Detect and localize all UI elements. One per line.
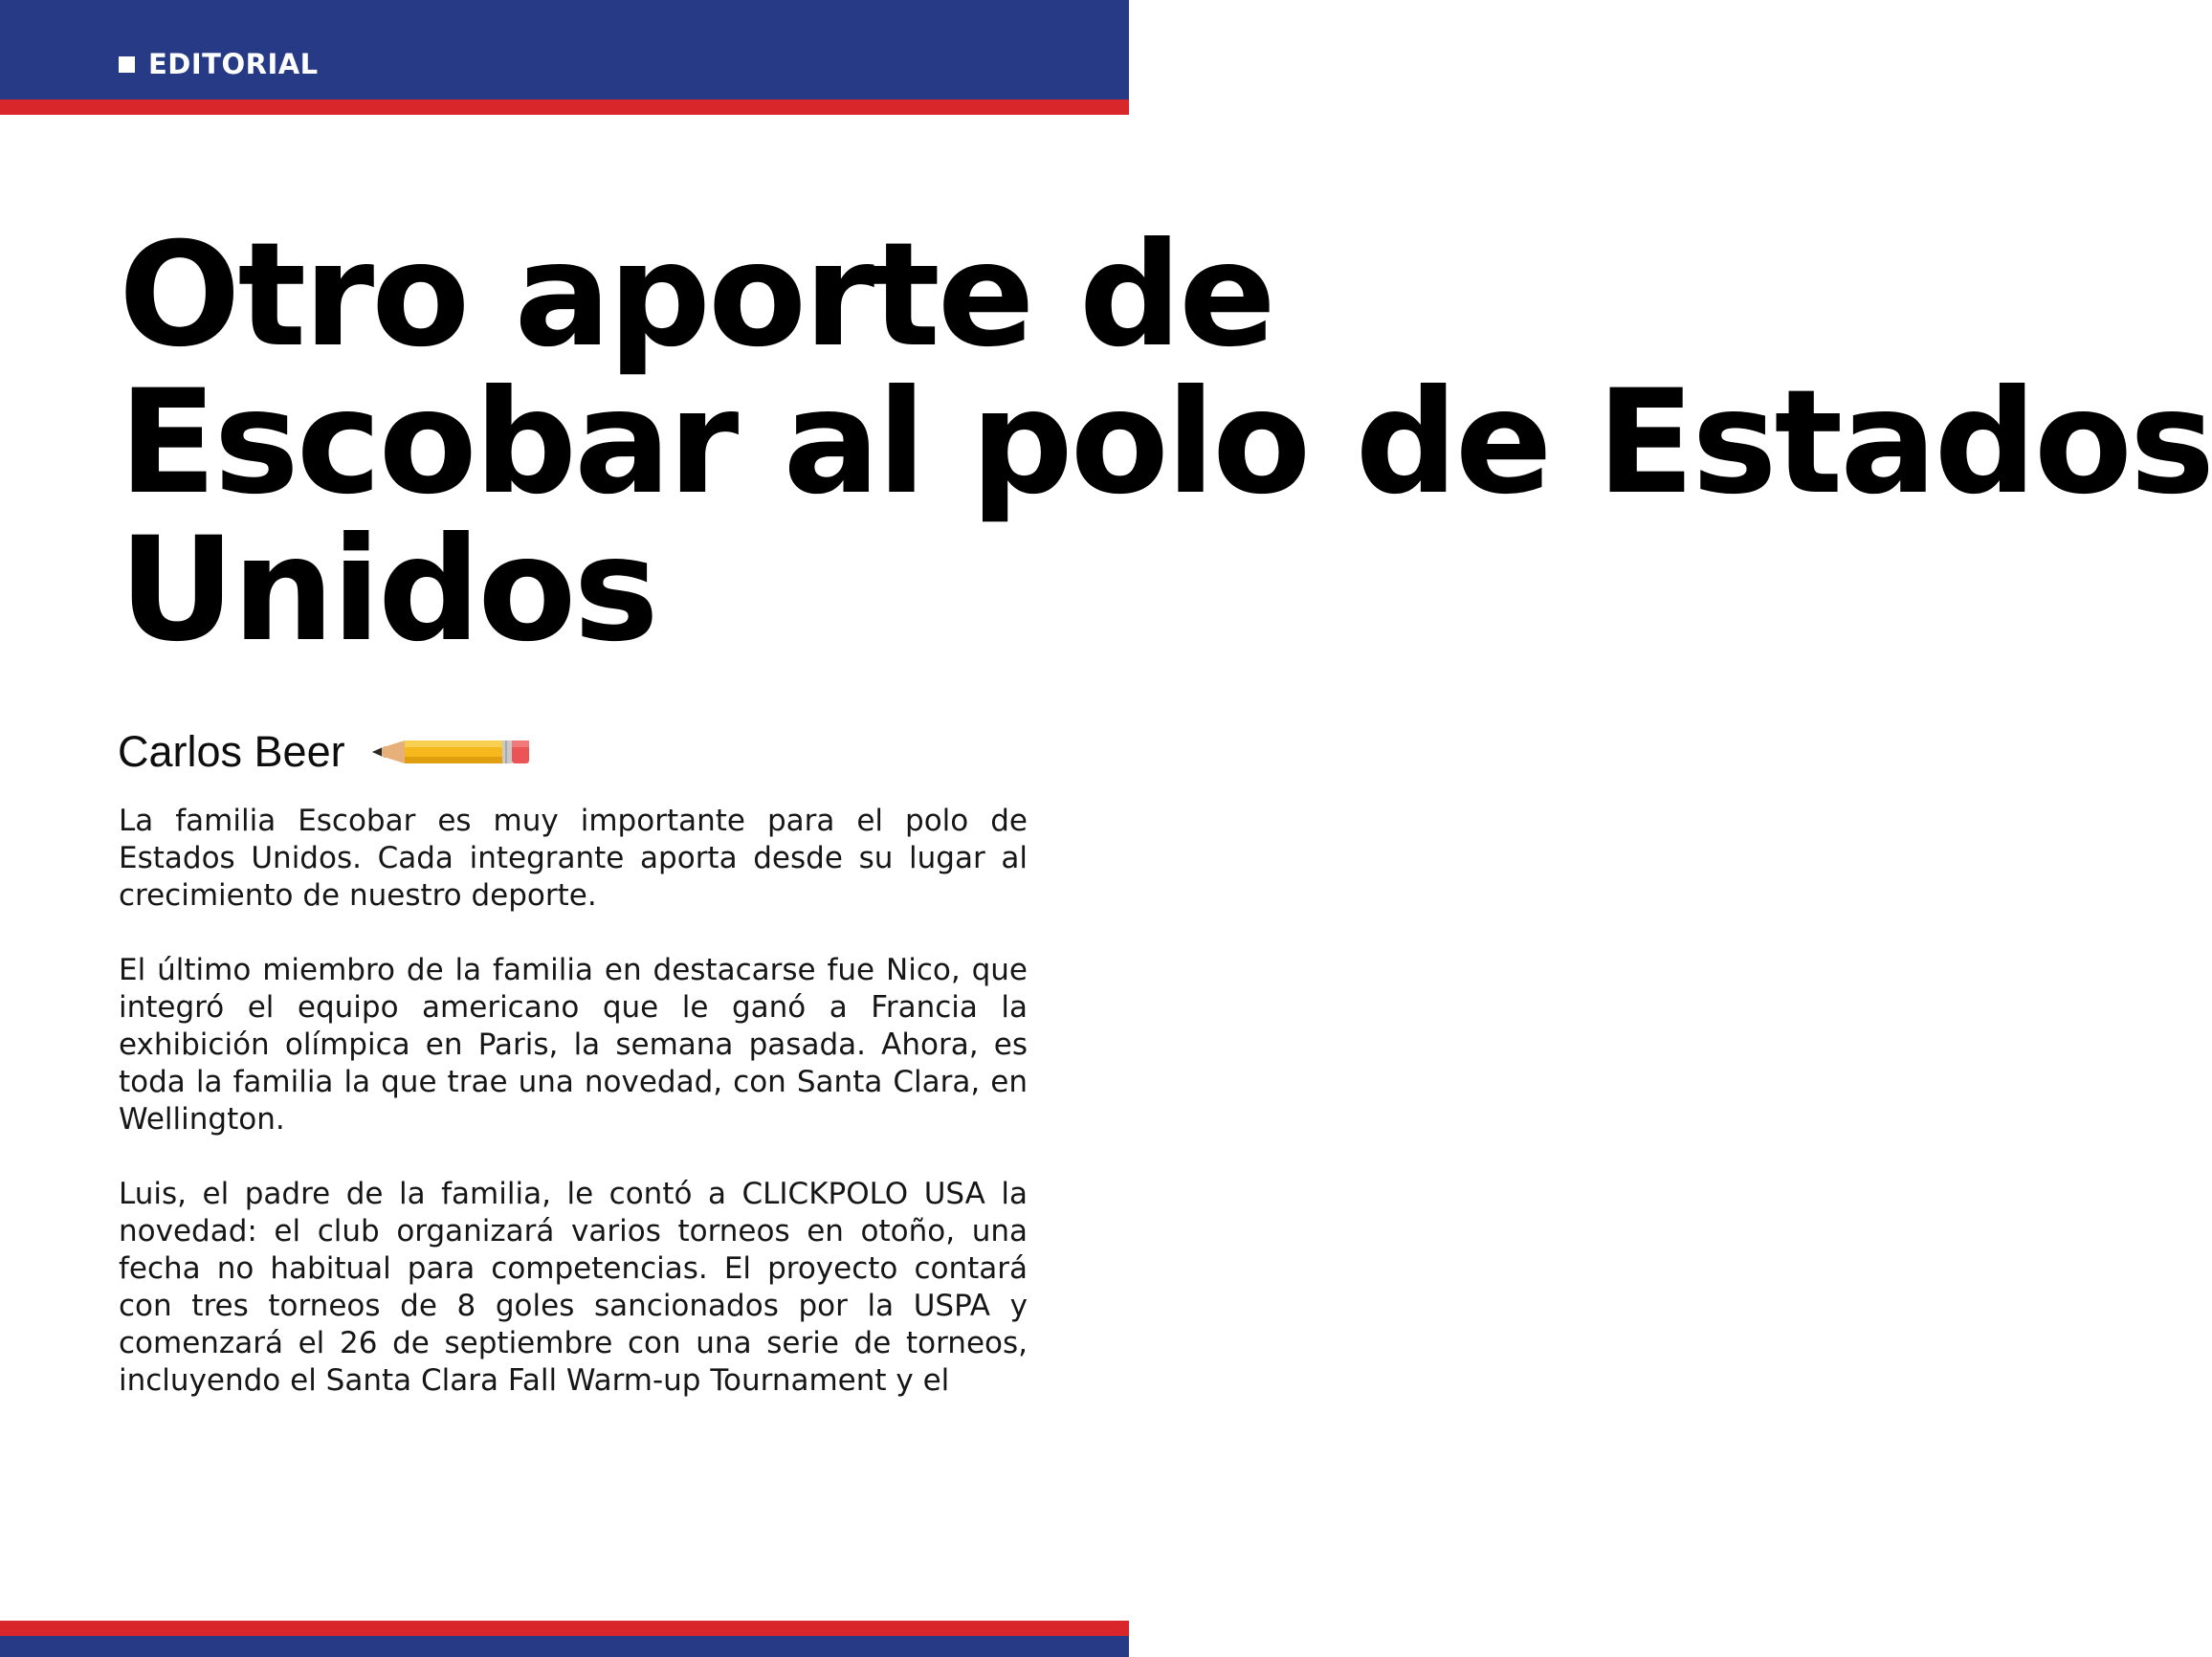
article-body: [119, 803, 1028, 1400]
article-headline: [119, 212, 2212, 674]
paragraph: Luis, el padre de la familia, le contó a CLICKPOLO USA la novedad: el club organizará varios torneos en otoño, una fecha no habitual para competencias. El proyecto contará con tres torneos de 8 goles sancionados por la USPA y comenzará el 26 de septiembre con una serie de torneos, incluyendo el Santa Clara Fall Warm-up Tournament y el: [119, 1177, 1028, 1398]
byline: [118, 727, 531, 777]
paragraph: El último miembro de la familia en destacarse fue Nico, que integró el equipo americano que le ganó a Francia la exhibición olímpica en Paris, la semana pasada. Ahora, es toda la familia la que trae una novedad, con Santa Clara, en Wellington.: [119, 953, 1028, 1137]
author-name: Carlos Beer: [118, 727, 345, 776]
pencil-icon: [372, 737, 531, 767]
section-label-text: EDITORIAL: [148, 48, 319, 80]
headline-line-1: Otro aporte de: [119, 212, 1273, 379]
section-label: [119, 48, 319, 80]
paragraph: La familia Escobar es muy importante para el polo de Estados Unidos. Cada integrante aporta desde su lugar al crecimiento de nuestro deporte.: [119, 804, 1028, 913]
footer-band: [0, 1636, 1129, 1657]
headline-line-3: Unidos: [119, 507, 656, 674]
square-bullet-icon: [119, 56, 135, 73]
footer-accent-stripe: [0, 1621, 1129, 1636]
header-accent-stripe: [0, 99, 1129, 115]
headline-line-2: Escobar al polo de Estados: [119, 360, 2212, 526]
